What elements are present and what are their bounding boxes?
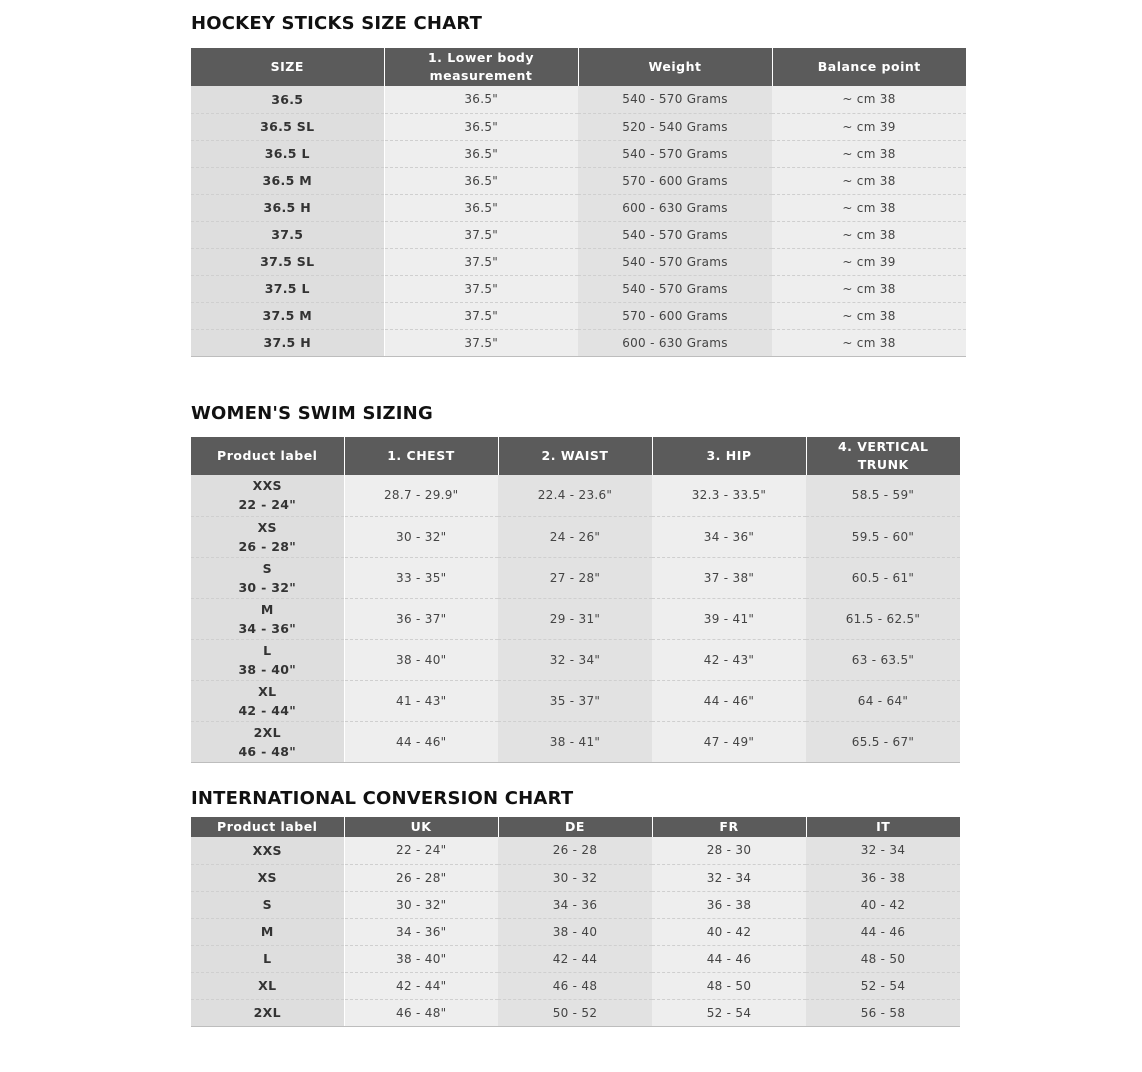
size-range: 38 - 40" bbox=[238, 661, 297, 677]
table-cell: 44 - 46 bbox=[806, 918, 960, 945]
table-row bbox=[191, 945, 960, 972]
table-cell: 36.5" bbox=[384, 113, 578, 140]
size-label: S bbox=[262, 560, 272, 576]
table-row bbox=[191, 891, 960, 918]
table-cell: 32 - 34 bbox=[806, 837, 960, 864]
table-row bbox=[191, 721, 960, 762]
table-cell: ~ cm 38 bbox=[772, 221, 966, 248]
table-cell: 50 - 52 bbox=[498, 999, 652, 1026]
table-cell: 40 - 42 bbox=[806, 891, 960, 918]
table-cell: 32 - 34" bbox=[498, 639, 652, 680]
table-row bbox=[191, 972, 960, 999]
table-cell: 600 - 630 Grams bbox=[578, 194, 772, 221]
table-cell: 35 - 37" bbox=[498, 680, 652, 721]
column-header: UK bbox=[344, 817, 498, 837]
table-cell: ~ cm 38 bbox=[772, 140, 966, 167]
column-header: Product label bbox=[191, 437, 344, 475]
table-row bbox=[191, 639, 960, 680]
size-label-cell bbox=[191, 721, 344, 762]
table-cell: 540 - 570 Grams bbox=[578, 140, 772, 167]
table-cell: XS bbox=[191, 864, 344, 891]
table-cell: 64 - 64" bbox=[806, 680, 960, 721]
table-cell: 34 - 36 bbox=[498, 891, 652, 918]
table-cell: 30 - 32 bbox=[498, 864, 652, 891]
table-row bbox=[191, 680, 960, 721]
column-header: 1. Lower body measurement bbox=[384, 48, 578, 86]
size-label: XL bbox=[258, 683, 277, 699]
table-cell: 63 - 63.5" bbox=[806, 639, 960, 680]
size-range: 42 - 44" bbox=[238, 702, 297, 718]
table-row bbox=[191, 194, 966, 221]
table-cell: 37.5" bbox=[384, 329, 578, 356]
table-cell: 36 - 37" bbox=[344, 598, 498, 639]
size-label-cell bbox=[191, 639, 344, 680]
table-cell: 33 - 35" bbox=[344, 557, 498, 598]
table-row bbox=[191, 275, 966, 302]
size-range: 46 - 48" bbox=[238, 743, 297, 759]
table-cell: 34 - 36" bbox=[344, 918, 498, 945]
table-cell: 22 - 24" bbox=[344, 837, 498, 864]
table-cell: 2XL bbox=[191, 999, 344, 1026]
column-header: FR bbox=[652, 817, 806, 837]
swim-size-table bbox=[191, 437, 960, 763]
hockey-size-table bbox=[191, 48, 966, 357]
table-cell: 38 - 40 bbox=[498, 918, 652, 945]
size-label: XS bbox=[257, 519, 277, 535]
size-label: XXS bbox=[252, 478, 282, 494]
table-cell: ~ cm 38 bbox=[772, 275, 966, 302]
table-cell: 48 - 50 bbox=[652, 972, 806, 999]
hockey-title: HOCKEY STICKS SIZE CHART bbox=[191, 13, 483, 34]
table-cell: 28.7 - 29.9" bbox=[344, 475, 498, 516]
table-header-row bbox=[191, 48, 966, 86]
table-cell: 600 - 630 Grams bbox=[578, 329, 772, 356]
size-range: 34 - 36" bbox=[238, 620, 297, 636]
table-cell: 40 - 42 bbox=[652, 918, 806, 945]
table-cell: 56 - 58 bbox=[806, 999, 960, 1026]
column-header: IT bbox=[806, 817, 960, 837]
table-row bbox=[191, 221, 966, 248]
table-cell: 52 - 54 bbox=[652, 999, 806, 1026]
table-cell: XL bbox=[191, 972, 344, 999]
table-cell: ~ cm 39 bbox=[772, 113, 966, 140]
conversion-title: INTERNATIONAL CONVERSION CHART bbox=[191, 788, 574, 809]
table-cell: 28 - 30 bbox=[652, 837, 806, 864]
table-row bbox=[191, 475, 960, 516]
column-header: 2. WAIST bbox=[498, 437, 652, 475]
table-cell: 60.5 - 61" bbox=[806, 557, 960, 598]
table-row bbox=[191, 999, 960, 1026]
table-cell: 22.4 - 23.6" bbox=[498, 475, 652, 516]
table-cell: 37 - 38" bbox=[652, 557, 806, 598]
table-row bbox=[191, 516, 960, 557]
table-cell: 540 - 570 Grams bbox=[578, 248, 772, 275]
table-cell: 36 - 38 bbox=[652, 891, 806, 918]
table-cell: 47 - 49" bbox=[652, 721, 806, 762]
table-cell: XXS bbox=[191, 837, 344, 864]
table-cell: 37.5 M bbox=[191, 302, 384, 329]
table-cell: 52 - 54 bbox=[806, 972, 960, 999]
column-header: 1. CHEST bbox=[344, 437, 498, 475]
size-label: M bbox=[260, 601, 274, 617]
table-cell: 36.5" bbox=[384, 194, 578, 221]
table-cell: 37.5" bbox=[384, 302, 578, 329]
table-cell: 520 - 540 Grams bbox=[578, 113, 772, 140]
table-cell: 37.5 bbox=[191, 221, 384, 248]
table-cell: 37.5 SL bbox=[191, 248, 384, 275]
table-cell: 44 - 46" bbox=[652, 680, 806, 721]
table-cell: 26 - 28" bbox=[344, 864, 498, 891]
table-cell: M bbox=[191, 918, 344, 945]
table-cell: 59.5 - 60" bbox=[806, 516, 960, 557]
table-cell: 37.5" bbox=[384, 248, 578, 275]
table-cell: 36 - 38 bbox=[806, 864, 960, 891]
table-cell: 36.5" bbox=[384, 140, 578, 167]
size-label: L bbox=[263, 642, 272, 658]
table-row bbox=[191, 864, 960, 891]
table-cell: 38 - 41" bbox=[498, 721, 652, 762]
table-cell: 39 - 41" bbox=[652, 598, 806, 639]
table-cell: 30 - 32" bbox=[344, 891, 498, 918]
table-cell: 540 - 570 Grams bbox=[578, 86, 772, 113]
table-cell: 37.5" bbox=[384, 221, 578, 248]
table-cell: ~ cm 39 bbox=[772, 248, 966, 275]
table-cell: L bbox=[191, 945, 344, 972]
column-header: SIZE bbox=[191, 48, 384, 86]
table-cell: ~ cm 38 bbox=[772, 329, 966, 356]
table-cell: 42 - 44" bbox=[344, 972, 498, 999]
size-label: 2XL bbox=[253, 724, 281, 740]
size-label-cell bbox=[191, 680, 344, 721]
column-header: 4. VERTICAL TRUNK bbox=[806, 437, 960, 475]
table-cell: 46 - 48 bbox=[498, 972, 652, 999]
table-cell: 37.5 L bbox=[191, 275, 384, 302]
size-label-cell bbox=[191, 475, 344, 516]
size-label-cell bbox=[191, 598, 344, 639]
size-range: 26 - 28" bbox=[238, 538, 297, 554]
table-row bbox=[191, 598, 960, 639]
table-cell: 38 - 40" bbox=[344, 639, 498, 680]
table-cell: 42 - 44 bbox=[498, 945, 652, 972]
table-cell: 44 - 46 bbox=[652, 945, 806, 972]
size-range: 30 - 32" bbox=[238, 579, 297, 595]
table-row bbox=[191, 837, 960, 864]
table-header-row bbox=[191, 817, 960, 837]
column-header: Balance point bbox=[772, 48, 966, 86]
table-cell: 24 - 26" bbox=[498, 516, 652, 557]
table-cell: 58.5 - 59" bbox=[806, 475, 960, 516]
table-row bbox=[191, 140, 966, 167]
table-row bbox=[191, 167, 966, 194]
table-cell: 61.5 - 62.5" bbox=[806, 598, 960, 639]
table-cell: ~ cm 38 bbox=[772, 302, 966, 329]
table-cell: 36.5" bbox=[384, 86, 578, 113]
table-cell: 30 - 32" bbox=[344, 516, 498, 557]
table-cell: ~ cm 38 bbox=[772, 194, 966, 221]
table-cell: 48 - 50 bbox=[806, 945, 960, 972]
table-cell: 37.5 H bbox=[191, 329, 384, 356]
conversion-table bbox=[191, 817, 960, 1027]
size-label-cell bbox=[191, 557, 344, 598]
column-header: Weight bbox=[578, 48, 772, 86]
column-header: 3. HIP bbox=[652, 437, 806, 475]
table-cell: 32 - 34 bbox=[652, 864, 806, 891]
table-cell: 46 - 48" bbox=[344, 999, 498, 1026]
table-cell: 36.5 M bbox=[191, 167, 384, 194]
table-cell: 540 - 570 Grams bbox=[578, 221, 772, 248]
table-row bbox=[191, 248, 966, 275]
table-cell: 44 - 46" bbox=[344, 721, 498, 762]
table-cell: 36.5" bbox=[384, 167, 578, 194]
table-cell: 41 - 43" bbox=[344, 680, 498, 721]
table-cell: ~ cm 38 bbox=[772, 86, 966, 113]
table-header-row bbox=[191, 437, 960, 475]
table-cell: 37.5" bbox=[384, 275, 578, 302]
table-cell: 570 - 600 Grams bbox=[578, 167, 772, 194]
table-cell: 29 - 31" bbox=[498, 598, 652, 639]
table-row bbox=[191, 918, 960, 945]
table-cell: 36.5 SL bbox=[191, 113, 384, 140]
table-cell: 540 - 570 Grams bbox=[578, 275, 772, 302]
table-cell: 26 - 28 bbox=[498, 837, 652, 864]
size-label-cell bbox=[191, 516, 344, 557]
table-cell: 36.5 L bbox=[191, 140, 384, 167]
table-cell: 36.5 bbox=[191, 86, 384, 113]
table-cell: 38 - 40" bbox=[344, 945, 498, 972]
table-cell: 36.5 H bbox=[191, 194, 384, 221]
table-cell: 32.3 - 33.5" bbox=[652, 475, 806, 516]
table-row bbox=[191, 86, 966, 113]
column-header: Product label bbox=[191, 817, 344, 837]
size-range: 22 - 24" bbox=[238, 497, 297, 513]
table-cell: 27 - 28" bbox=[498, 557, 652, 598]
table-row bbox=[191, 329, 966, 356]
table-cell: ~ cm 38 bbox=[772, 167, 966, 194]
table-cell: 42 - 43" bbox=[652, 639, 806, 680]
table-row bbox=[191, 557, 960, 598]
table-cell: 34 - 36" bbox=[652, 516, 806, 557]
swim-title: WOMEN'S SWIM SIZING bbox=[191, 403, 433, 424]
table-cell: 570 - 600 Grams bbox=[578, 302, 772, 329]
table-row bbox=[191, 302, 966, 329]
table-cell: S bbox=[191, 891, 344, 918]
table-row bbox=[191, 113, 966, 140]
table-cell: 65.5 - 67" bbox=[806, 721, 960, 762]
column-header: DE bbox=[498, 817, 652, 837]
